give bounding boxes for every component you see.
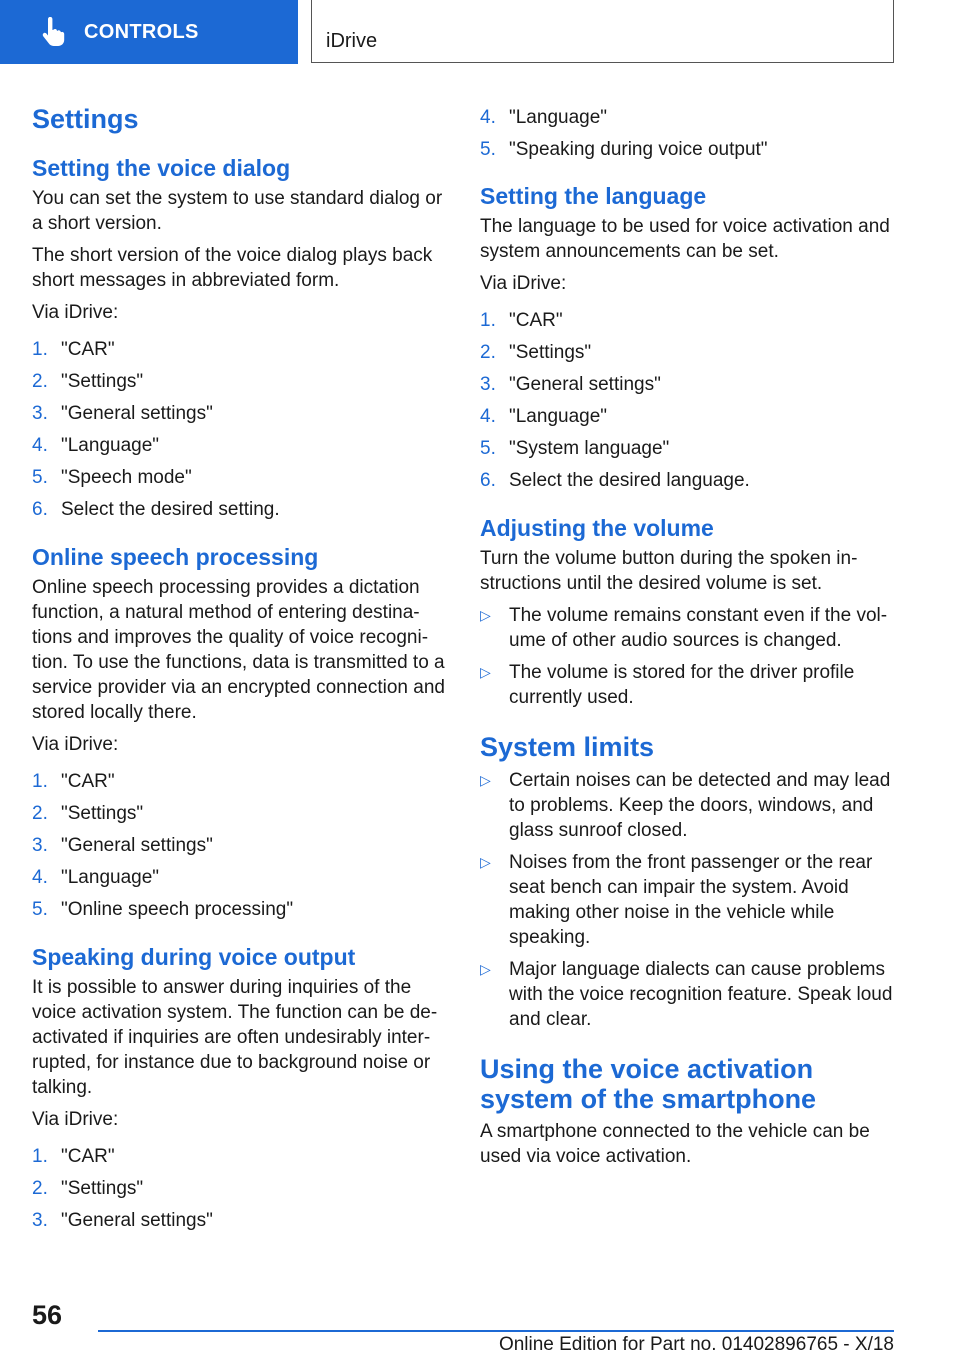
step-item bbox=[32, 897, 448, 922]
step-text: Select the desired setting. bbox=[61, 499, 280, 520]
step-number: 3. bbox=[32, 835, 48, 856]
step-text: "General settings" bbox=[61, 403, 213, 424]
triangle-bullet-icon: ▷ bbox=[480, 961, 491, 977]
step-number: 3. bbox=[32, 403, 48, 424]
step-number: 2. bbox=[32, 803, 48, 824]
step-number: 3. bbox=[32, 1210, 48, 1231]
step-number: 4. bbox=[32, 435, 48, 456]
paragraph: A smartphone connected to the vehicle can be used via voice activation. bbox=[480, 1121, 870, 1167]
step-item bbox=[32, 801, 448, 826]
page-number: 56 bbox=[32, 1300, 63, 1330]
edition-footer: Online Edition for Part no. 01402896765 - X/18 bbox=[498, 1334, 894, 1355]
step-text: "Speech mode" bbox=[61, 467, 192, 488]
bullet-text: The volume is stored for the driver profile currently used. bbox=[509, 662, 855, 708]
step-number: 4. bbox=[480, 107, 496, 128]
chapter-label: iDrive bbox=[326, 30, 378, 52]
step-text: Select the desired language. bbox=[509, 470, 750, 491]
step-number: 2. bbox=[32, 1178, 48, 1199]
step-item bbox=[480, 137, 900, 162]
bullet-text: Certain noises can be detected and may lead to problems. Keep the doors, windows, and glass sunroof closed. bbox=[509, 770, 891, 841]
heading-system-limits: System limits bbox=[480, 732, 655, 762]
step-text: "CAR" bbox=[61, 771, 115, 792]
step-item bbox=[480, 436, 900, 461]
step-number: 2. bbox=[480, 342, 496, 363]
step-text: "Language" bbox=[61, 867, 160, 888]
heading-language: Setting the language bbox=[480, 183, 707, 209]
step-text: "CAR" bbox=[61, 339, 115, 360]
step-number: 5. bbox=[480, 438, 496, 459]
paragraph: The language to be used for voice activation and system announcements can be set. bbox=[480, 216, 890, 262]
step-number: 1. bbox=[32, 339, 48, 360]
step-text: "Settings" bbox=[61, 1178, 144, 1199]
steps-online-speech bbox=[32, 769, 448, 922]
paragraph: You can set the system to use standard dialog or a short version. bbox=[32, 188, 443, 234]
bullet-text: The volume remains constant even if the vol-ume of other audio sources is changed. bbox=[509, 605, 888, 651]
paragraph: Turn the volume button during the spoken in-structions until the desired volume is set. bbox=[480, 548, 858, 594]
step-item bbox=[480, 468, 900, 493]
step-text: "Language" bbox=[509, 406, 608, 427]
heading-speaking-output: Speaking during voice output bbox=[32, 944, 356, 970]
step-number: 1. bbox=[480, 310, 496, 331]
via-idrive-label: Via iDrive: bbox=[32, 1109, 119, 1130]
step-item bbox=[32, 865, 448, 890]
step-number: 2. bbox=[32, 371, 48, 392]
triangle-bullet-icon: ▷ bbox=[480, 772, 491, 788]
heading-volume: Adjusting the volume bbox=[480, 515, 714, 541]
page-header bbox=[0, 0, 960, 66]
step-item bbox=[480, 340, 900, 365]
chapter-title-box bbox=[311, 0, 894, 63]
via-idrive-label: Via iDrive: bbox=[32, 302, 119, 323]
step-item bbox=[480, 404, 900, 429]
step-number: 5. bbox=[480, 139, 496, 160]
step-text: "General settings" bbox=[61, 1210, 213, 1231]
heading-voice-dialog: Setting the voice dialog bbox=[32, 155, 291, 181]
bullet-text: Noises from the front passenger or the rear seat bench can impair the system. Avoid making other noise in the vehicle while speaking. bbox=[509, 852, 873, 948]
step-number: 4. bbox=[32, 867, 48, 888]
step-item bbox=[480, 372, 900, 397]
step-number: 6. bbox=[480, 470, 496, 491]
paragraph: The short version of the voice dialog plays back short messages in abbreviated form. bbox=[32, 245, 433, 291]
step-text: "CAR" bbox=[61, 1146, 115, 1167]
right-column bbox=[480, 98, 900, 1176]
step-item bbox=[32, 401, 448, 426]
left-column bbox=[32, 98, 448, 1240]
bullet-item bbox=[480, 957, 900, 1032]
step-text: "Speaking during voice output" bbox=[509, 139, 768, 160]
steps-speaking-output bbox=[32, 1144, 448, 1233]
step-number: 4. bbox=[480, 406, 496, 427]
section-tab-controls bbox=[0, 0, 298, 64]
step-text: "Online speech processing" bbox=[61, 899, 294, 920]
step-item bbox=[32, 369, 448, 394]
paragraph: It is possible to answer during inquiries of the voice activation system. The function can be de-activated if inquiries are often undesirably inter-rupted, for instance due to background noise or talking. bbox=[32, 977, 438, 1098]
step-number: 1. bbox=[32, 1146, 48, 1167]
step-number: 5. bbox=[32, 467, 48, 488]
step-text: "General settings" bbox=[509, 374, 661, 395]
triangle-bullet-icon: ▷ bbox=[480, 664, 491, 680]
step-text: "General settings" bbox=[61, 835, 213, 856]
step-text: "Settings" bbox=[509, 342, 592, 363]
step-item bbox=[32, 497, 448, 522]
step-text: "Settings" bbox=[61, 371, 144, 392]
page-title: Settings bbox=[32, 104, 139, 134]
step-item bbox=[32, 1208, 448, 1233]
step-item bbox=[32, 833, 448, 858]
step-item bbox=[32, 433, 448, 458]
bullets-volume bbox=[480, 603, 900, 710]
step-item bbox=[480, 105, 900, 130]
step-number: 6. bbox=[32, 499, 48, 520]
steps-voice-dialog bbox=[32, 337, 448, 522]
triangle-bullet-icon: ▷ bbox=[480, 607, 491, 623]
heading-smartphone: Using the voice activation system of the smartphone bbox=[480, 1054, 817, 1114]
steps-speaking-output-continued bbox=[480, 105, 900, 162]
bullet-text: Major language dialects can cause problems with the voice recognition feature. Speak loud and clear. bbox=[509, 959, 893, 1030]
step-number: 5. bbox=[32, 899, 48, 920]
bullet-item bbox=[480, 768, 900, 843]
step-text: "Settings" bbox=[61, 803, 144, 824]
step-text: "Language" bbox=[509, 107, 608, 128]
bullet-item bbox=[480, 603, 900, 653]
triangle-bullet-icon: ▷ bbox=[480, 854, 491, 870]
step-item bbox=[32, 1176, 448, 1201]
section-label: CONTROLS bbox=[84, 20, 199, 43]
hand-pointer-icon bbox=[38, 17, 68, 47]
step-item bbox=[32, 1144, 448, 1169]
heading-online-speech: Online speech processing bbox=[32, 544, 319, 570]
step-item bbox=[32, 769, 448, 794]
bullet-item bbox=[480, 850, 900, 950]
step-item bbox=[32, 465, 448, 490]
step-text: "System language" bbox=[509, 438, 670, 459]
step-number: 3. bbox=[480, 374, 496, 395]
step-item bbox=[480, 308, 900, 333]
footer-divider bbox=[98, 1330, 894, 1332]
step-number: 1. bbox=[32, 771, 48, 792]
via-idrive-label: Via iDrive: bbox=[480, 273, 567, 294]
steps-language bbox=[480, 308, 900, 493]
step-text: "CAR" bbox=[509, 310, 563, 331]
via-idrive-label: Via iDrive: bbox=[32, 734, 119, 755]
bullet-item bbox=[480, 660, 900, 710]
step-item bbox=[32, 337, 448, 362]
bullets-limits bbox=[480, 768, 900, 1032]
paragraph: Online speech processing provides a dictation function, a natural method of entering destina-tions and improves the quality of voice recogni-tion. To use the functions, data is transmitted to a service provider via an encrypted connection and stored locally there. bbox=[32, 577, 445, 723]
step-text: "Language" bbox=[61, 435, 160, 456]
